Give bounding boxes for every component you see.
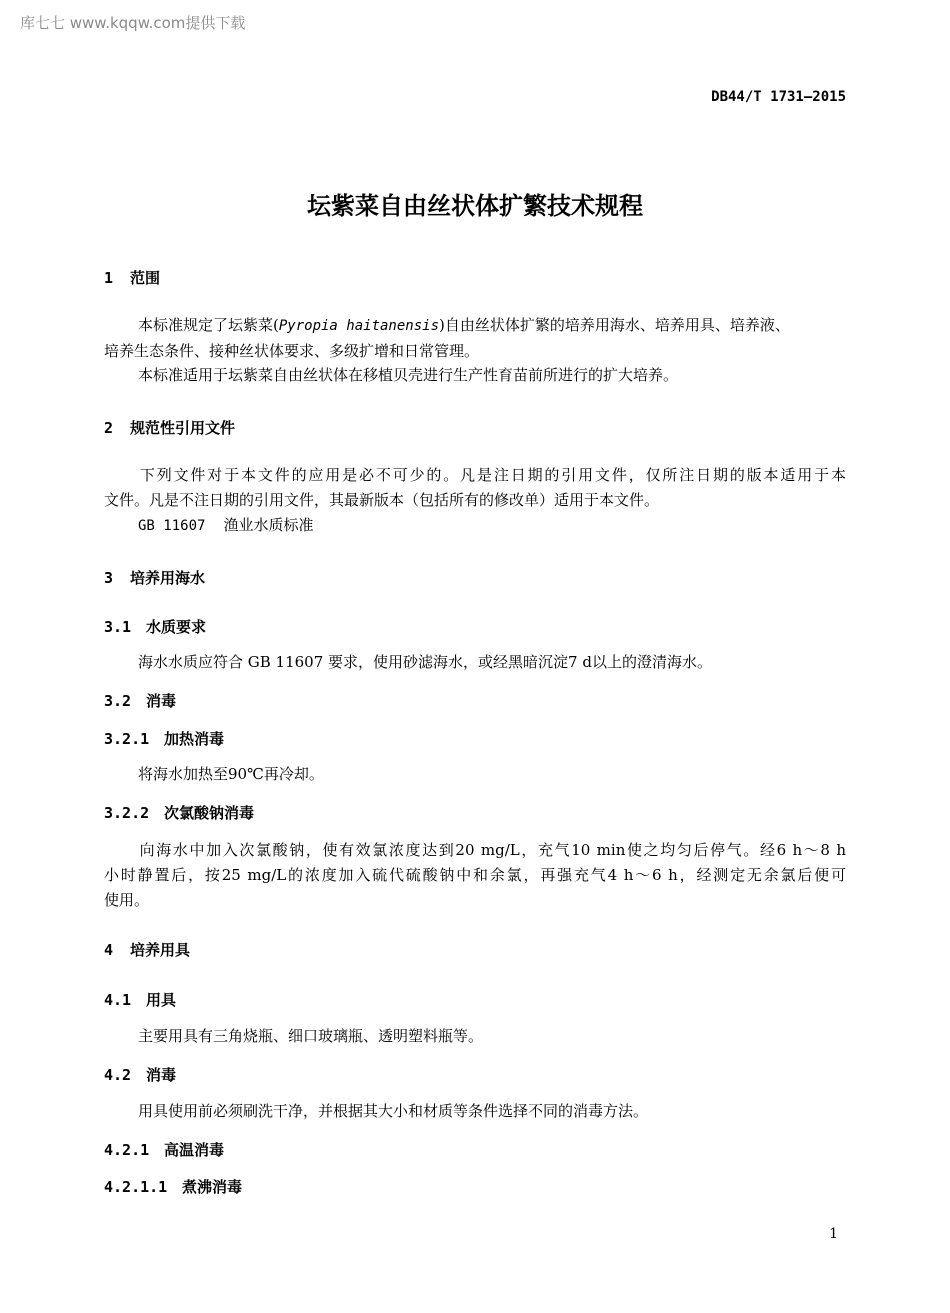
section-title: 用具 xyxy=(146,991,177,1009)
text-line: 小时静置后，按25 mg/L的浓度加入硫代硫酸钠中和余氯，再强充气4 h～6 h，经测定无余氯后便可 xyxy=(104,866,846,884)
section-3-2-1-paragraph xyxy=(104,762,846,787)
section-number: 3 xyxy=(104,569,114,587)
section-title: 规范性引用文件 xyxy=(130,419,236,437)
reference-code: GB 11607 xyxy=(138,518,206,534)
page-number: 1 xyxy=(829,1226,838,1242)
reference-title: 渔业水质标准 xyxy=(223,516,314,534)
section-number: 4 xyxy=(104,941,114,959)
section-3-1-heading xyxy=(104,616,206,637)
section-1-heading xyxy=(104,267,160,288)
section-4-2-paragraph xyxy=(104,1099,846,1124)
section-number: 1 xyxy=(104,269,114,287)
text-run: )自由丝状体扩繁的培养用海水、培养用具、培养液、 xyxy=(439,316,790,334)
section-number: 3.2.2 xyxy=(104,804,150,822)
section-title: 培养用具 xyxy=(130,941,191,959)
section-3-2-heading xyxy=(104,690,176,711)
section-title: 水质要求 xyxy=(146,618,207,636)
watermark: 库七七 www.kqqw.com提供下载 xyxy=(20,14,246,32)
text-run: 用具使用前必须刷洗干净，并根据其大小和材质等条件选择不同的消毒方法。 xyxy=(138,1102,649,1120)
document-title: 坛紫菜自由丝状体扩繁技术规程 xyxy=(307,192,643,220)
text-run: 主要用具有三角烧瓶、细口玻璃瓶、透明塑料瓶等。 xyxy=(138,1027,484,1045)
section-title: 范围 xyxy=(130,269,161,287)
text-run: 本标准适用于坛紫菜自由丝状体在移植贝壳进行生产性育苗前所进行的扩大培养。 xyxy=(138,366,679,384)
section-title: 高温消毒 xyxy=(164,1141,225,1159)
section-title: 消毒 xyxy=(146,692,177,710)
text-line: 培养生态条件、接种丝状体要求、多级扩增和日常管理。 xyxy=(104,342,480,360)
section-number: 4.2 xyxy=(104,1066,132,1084)
section-number: 3.1 xyxy=(104,618,132,636)
section-title: 消毒 xyxy=(146,1066,177,1084)
text-run: 向海水中加入次氯酸钠，使有效氯浓度达到20 mg/L，充气10 min使之均匀后停气。经6 h～8 h xyxy=(138,841,846,859)
section-4-1-heading xyxy=(104,989,176,1010)
document-code: DB44/T 1731—2015 xyxy=(711,89,846,105)
section-1-paragraph-2 xyxy=(104,363,846,388)
section-4-heading xyxy=(104,939,190,960)
section-2-heading xyxy=(104,417,235,438)
text-line: 使用。 xyxy=(104,891,150,909)
section-4-2-1-heading xyxy=(104,1139,224,1160)
section-number: 3.2.1 xyxy=(104,730,150,748)
section-4-2-1-1-heading xyxy=(104,1176,242,1197)
section-title: 次氯酸钠消毒 xyxy=(164,804,255,822)
section-number: 4.2.1.1 xyxy=(104,1178,168,1196)
text-run: 将海水加热至90℃再冷却。 xyxy=(138,765,324,783)
section-3-heading xyxy=(104,567,205,588)
normative-reference xyxy=(104,513,846,539)
section-number: 2 xyxy=(104,419,114,437)
text-run: 本标准规定了坛紫菜( xyxy=(138,316,279,334)
text-line: 文件。凡是不注日期的引用文件，其最新版本（包括所有的修改单）适用于本文件。 xyxy=(104,491,660,509)
section-number: 4.1 xyxy=(104,991,132,1009)
section-3-1-paragraph xyxy=(104,650,846,675)
section-title: 煮沸消毒 xyxy=(182,1178,243,1196)
section-3-2-2-heading xyxy=(104,802,254,823)
section-number: 3.2 xyxy=(104,692,132,710)
text-run: 下列文件对于本文件的应用是必不可少的。凡是注日期的引用文件，仅所注日期的版本适用于本 xyxy=(138,466,846,484)
section-3-2-2-paragraph xyxy=(104,838,846,913)
section-4-2-heading xyxy=(104,1064,176,1085)
latin-species-name: Pyropia haitanensis xyxy=(278,318,440,334)
text-run: 海水水质应符合 GB 11607 要求，使用砂滤海水，或经黑暗沉淀7 d以上的澄清海水。 xyxy=(138,653,712,671)
section-number: 4.2.1 xyxy=(104,1141,150,1159)
section-3-2-1-heading xyxy=(104,728,224,749)
section-title: 培养用海水 xyxy=(130,569,206,587)
section-4-1-paragraph xyxy=(104,1024,846,1049)
section-2-paragraph-1 xyxy=(104,463,846,513)
section-1-paragraph-1 xyxy=(104,313,846,364)
section-title: 加热消毒 xyxy=(164,730,225,748)
